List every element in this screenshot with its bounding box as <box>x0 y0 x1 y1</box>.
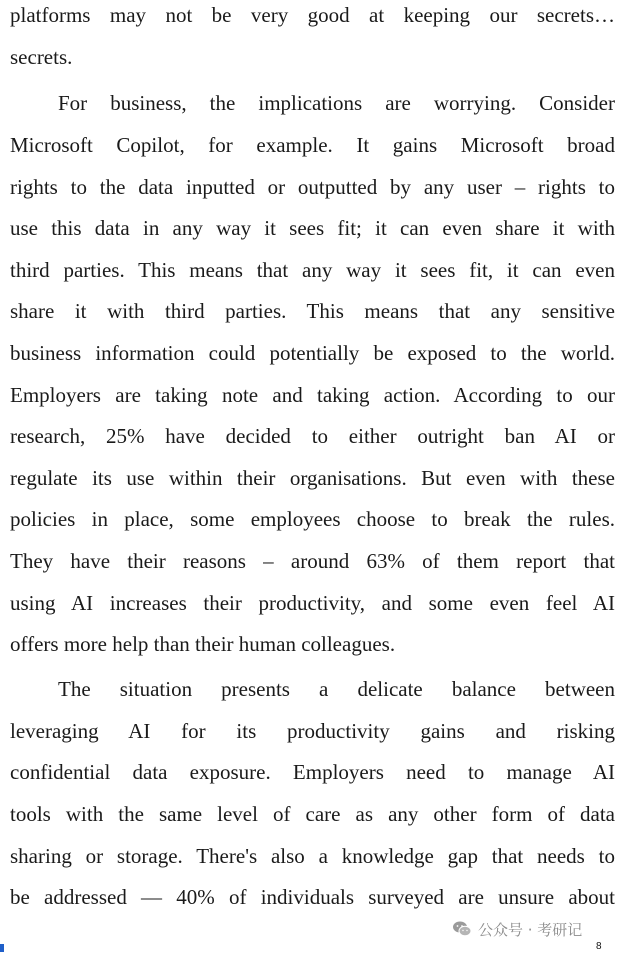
paragraph-first-line: The situation presents a delicate balance between <box>58 677 615 701</box>
text-line: using AI increases their productivity, and some even feel AI <box>10 591 615 615</box>
text-line: research, 25% have decided to either outright ban AI or <box>10 424 615 448</box>
text-line: offers more help than their human colleagues. <box>10 632 396 656</box>
text-line: share it with third parties. This means that any sensitive <box>10 299 615 323</box>
text-line: be addressed — 40% of individuals surveyed are unsure about <box>10 885 615 909</box>
text-line: business information could potentially be exposed to the world. <box>10 341 615 365</box>
text-line: Microsoft Copilot, for example. It gains Microsoft broad <box>10 133 615 157</box>
text-line: policies in place, some employees choose to break the rules. <box>10 507 615 531</box>
text-line: use this data in any way it sees fit; it can even share it with <box>10 216 615 240</box>
text-line: They have their reasons – around 63% of them report that <box>10 549 615 573</box>
text-line: sharing or storage. There's also a knowledge gap that needs to <box>10 844 615 868</box>
text-line: rights to the data inputted or outputted by any user – rights to <box>10 175 615 199</box>
text-line: leveraging AI for its productivity gains and risking <box>10 719 615 743</box>
corner-accent-mark <box>0 944 4 952</box>
text-line: regulate its use within their organisations. But even with these <box>10 466 615 490</box>
text-line: secrets. <box>10 45 73 69</box>
page-number: 8 <box>596 941 602 952</box>
paragraph-first-line: For business, the implications are worrying. Consider <box>58 91 615 115</box>
text-line: confidential data exposure. Employers need to manage AI <box>10 760 615 784</box>
text-line: tools with the same level of care as any other form of data <box>10 802 615 826</box>
text-line: Employers are taking note and taking action. According to our <box>10 383 615 407</box>
wechat-icon <box>452 920 472 938</box>
text-line: third parties. This means that any way it sees fit, it can even <box>10 258 615 282</box>
text-line: platforms may not be very good at keeping our secrets… <box>10 3 615 27</box>
wechat-watermark <box>452 917 582 941</box>
watermark-text: 公众号 · 考研记 <box>478 920 583 939</box>
